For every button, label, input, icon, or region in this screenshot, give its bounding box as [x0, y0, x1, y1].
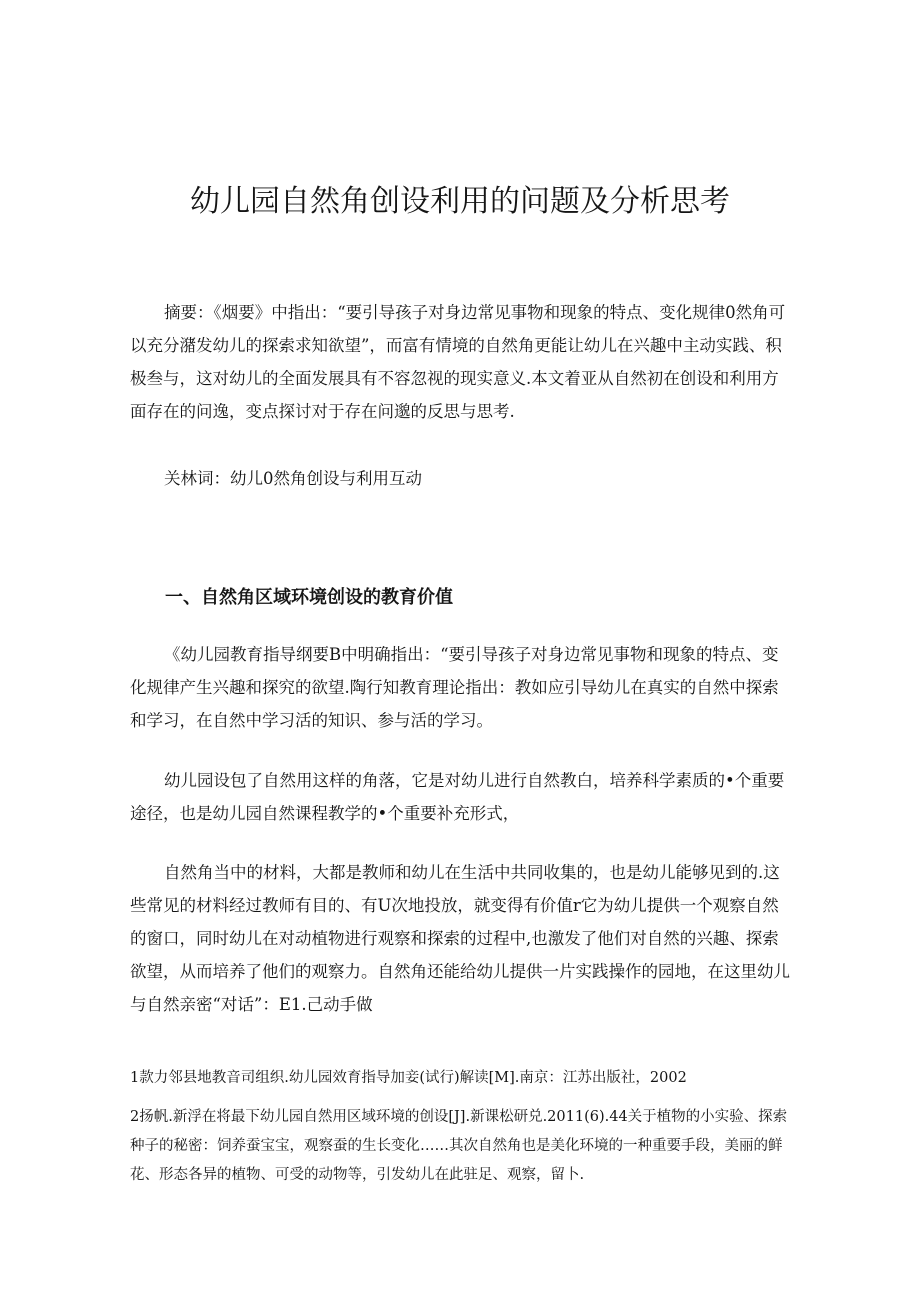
document-title: 幼儿园自然角创设利用的问题及分析思考 [190, 184, 730, 219]
abstract-paragraph: 摘要：《烟要》中指出：“要引导孩子对身边常见事物和现象的特点、变化规律0然角可以充分潴发幼儿的探索求知欲望”，而富有情境的自然角更能让幼儿在兴趣中主动实践、积极叁与，这对幼儿的全面发展具有不容忽视的现实意义.本文着亚从自然初在创设和利用方面存在的问逸，变点探讨对于存在问邈的反思与思考. [130, 303, 786, 421]
body-paragraph-2: 幼儿园设包了自然用这样的角落，它是对幼儿进行自然教白，培养科学素质的•个重要途径，也是幼儿园自然课程教学的•个重要补充形式， [130, 771, 785, 823]
section-heading: 一、自然角区域环境创设的教育价值 [165, 587, 453, 608]
footnote-2: 2扬帆.新浮在将最下幼儿园自然用区域环境的创设[J].新课松研兑.2011(6).44关于植物的小实验、探索种子的秘密：饲养蚕宝宝，观察蚕的生长变化……其次自然角也是美化环境的一种重要手段，美丽的鲜花、形态各异的植物、可受的动物等，引发幼儿在此驻足、观察，留卜. [130, 1109, 788, 1183]
keywords-line: 关林词：幼儿0然角创设与利用互动 [164, 469, 422, 488]
footnote-1: 1款力邻县地教音司组织.幼儿园效育指导加妾(试行)解读[M].南京：江苏出版社，2002 [130, 1070, 687, 1086]
body-paragraph-1: 《幼儿园教育指导纲要B中明确指出：“要引导孩子对身边常见事物和现象的特点、变化规律产生兴趣和探究的欲望.陶行知教育理论指出：教如应引导幼儿在真实的自然中探索和学习，在自然中学习活的知识、参与活的学习。 [130, 645, 779, 730]
body-paragraph-3: 自然角当中的材料，大都是教师和幼儿在生活中共同收集的，也是幼儿能够见到的.这些常见的材料经过教师有目的、有U次地投放，就变得有价值r它为幼儿提供一个观察自然的窗口，同时幼儿在对动植物进行观察和探索的过程中,也激发了他们对自然的兴趣、探索欲望，从而培养了他们的观察力。自然角还能给幼儿提供一片实践操作的园地，在这里幼儿与自然亲密“对话”：E1.己动手做 [130, 863, 790, 1014]
